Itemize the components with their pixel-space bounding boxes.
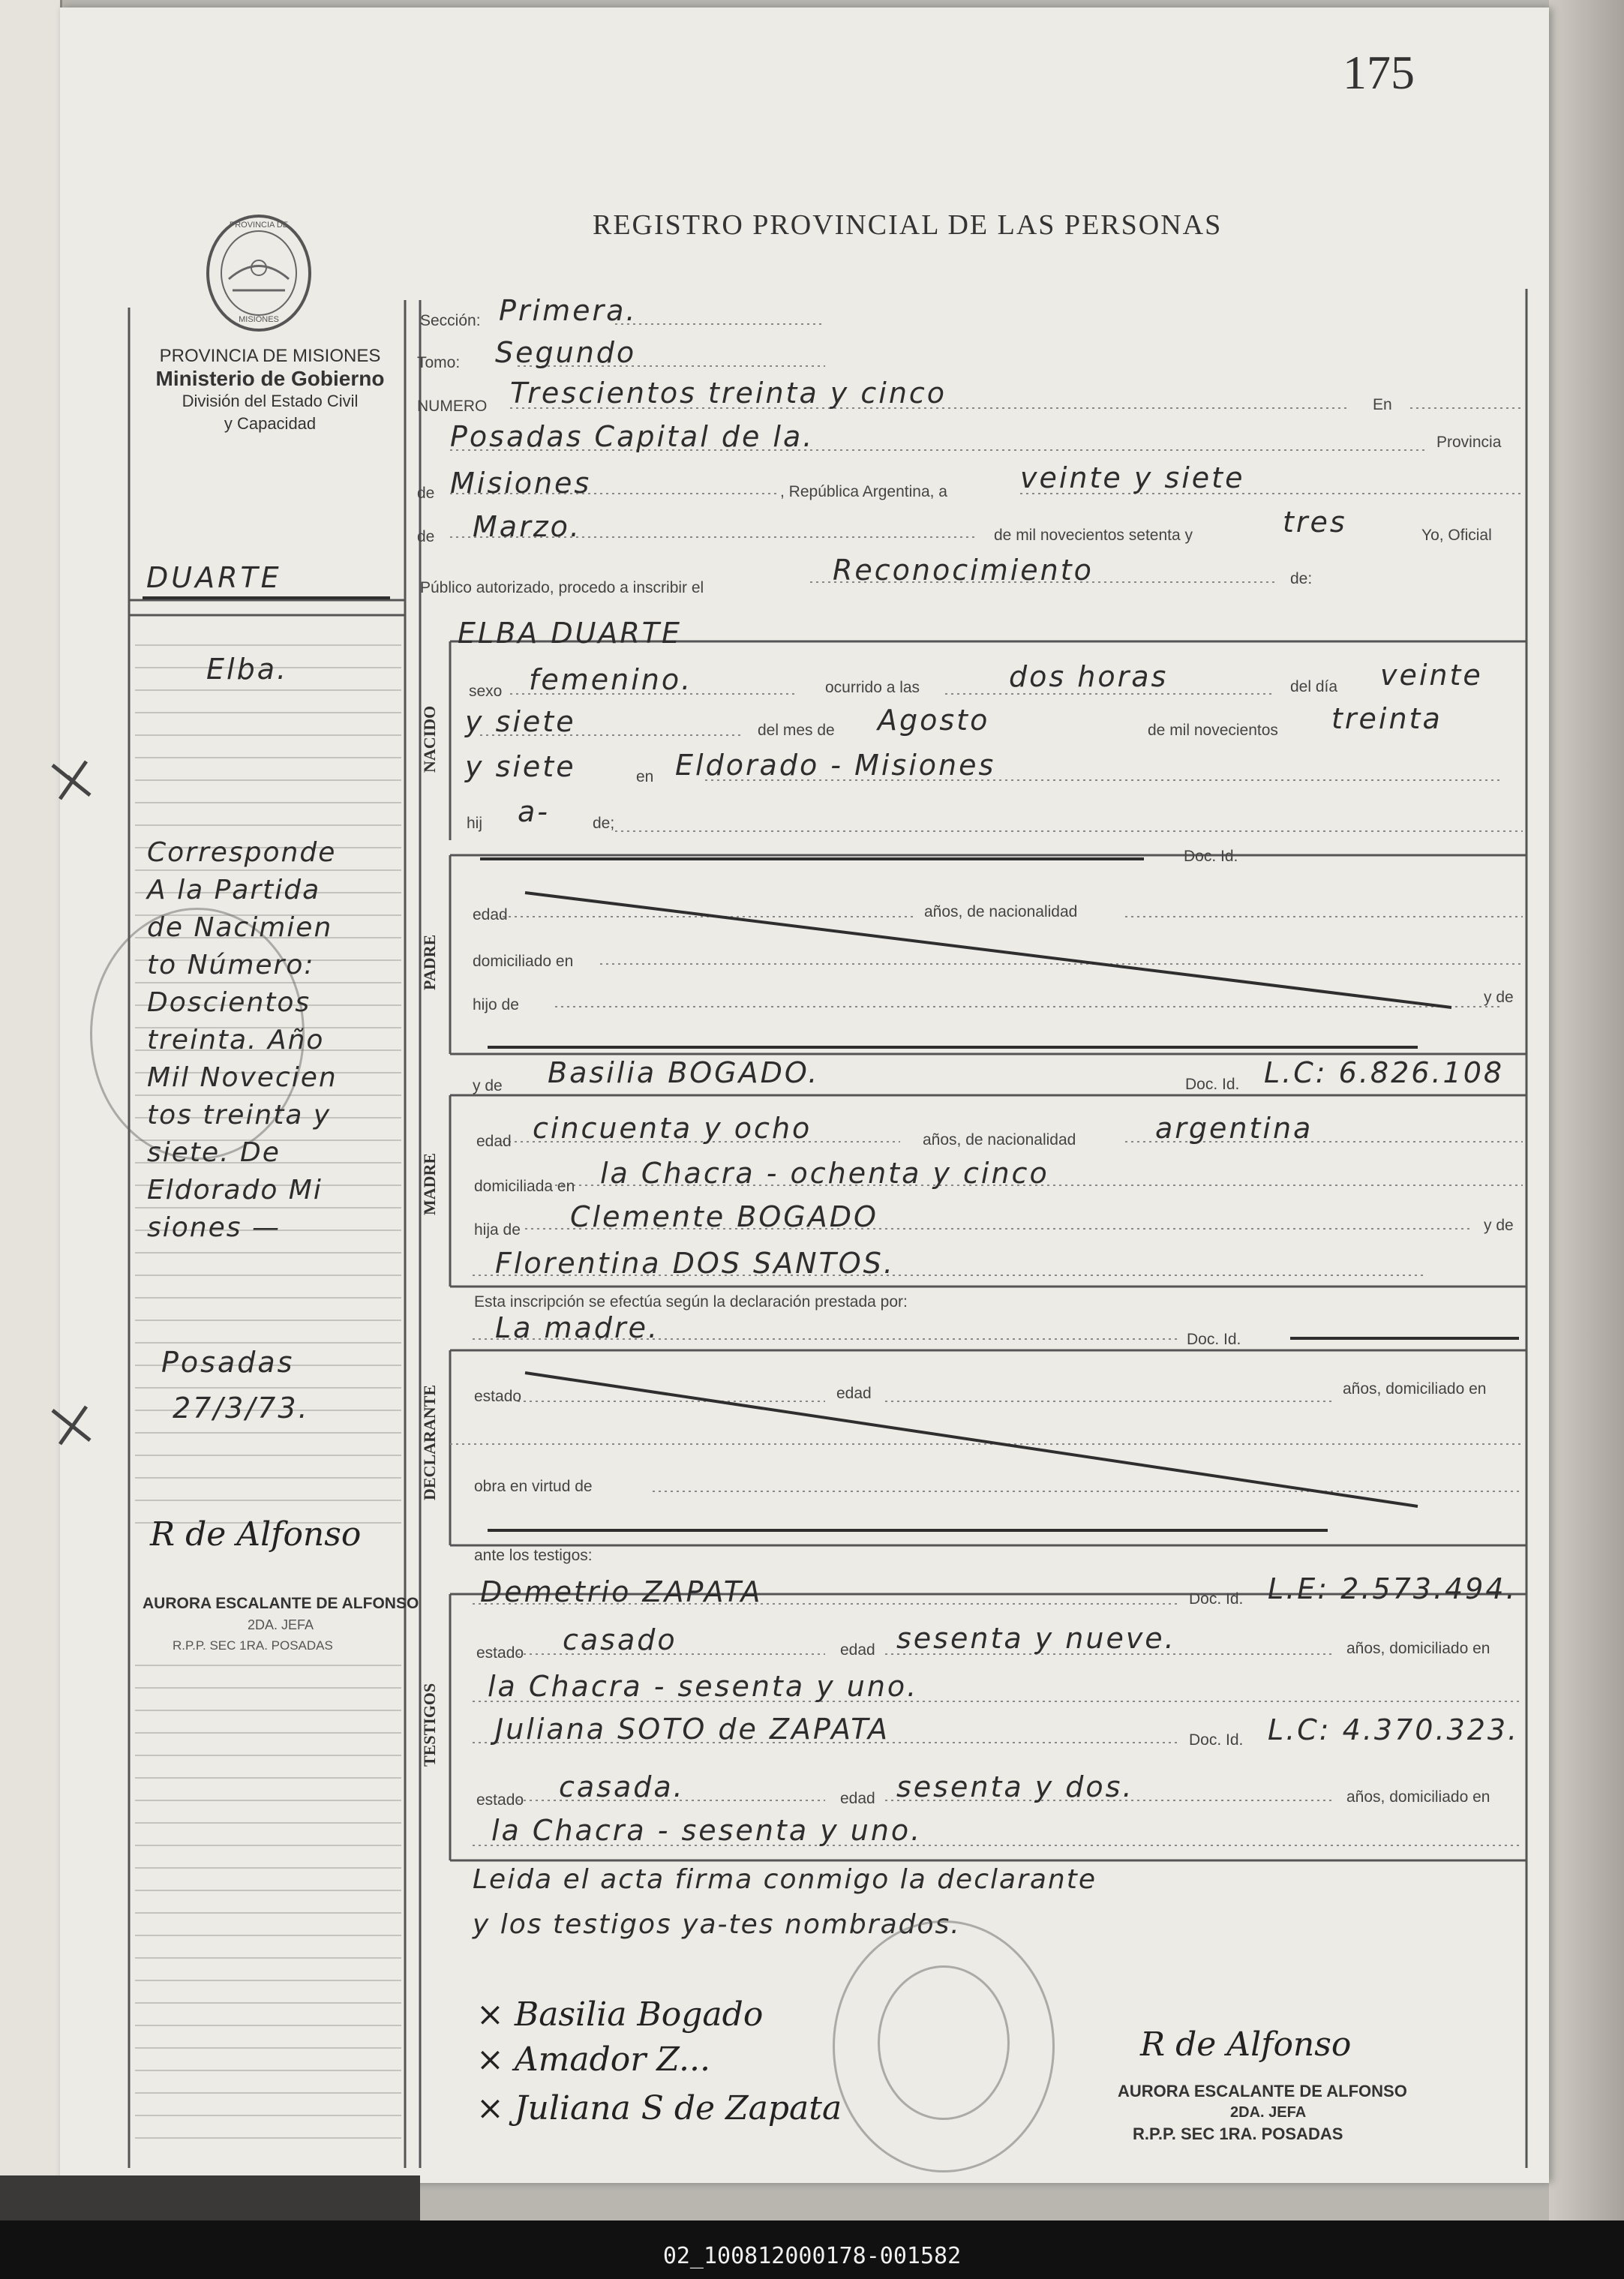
testigo1-docid-label: Doc. Id. (1189, 1590, 1244, 1608)
ministry-line-3: División del Estado Civil (182, 392, 359, 410)
signature-testigo-1: × Amador Z... (476, 2040, 711, 2079)
lugar-nacido-value: Eldorado - Misiones (675, 749, 996, 782)
anio-value: tres (1283, 506, 1347, 539)
mes-value: Marzo. (473, 510, 581, 543)
testigo2-estado-value: casada. (559, 1770, 685, 1803)
madre-domicilio-value: la Chacra - ochenta y cinco (600, 1157, 1049, 1190)
seccion-label: Sección: (420, 312, 481, 329)
margin-date: 27/3/73. (173, 1392, 310, 1425)
testigo2-estado-label: estado (476, 1791, 524, 1809)
closing-line-1: Leida el acta firma conmigo la declarante (473, 1864, 1097, 1895)
madre-madre-value: Florentina DOS SANTOS. (495, 1247, 895, 1280)
padre-domic-label: domiciliado en (473, 953, 574, 970)
margin-note-line: Mil Novecien (147, 1062, 338, 1093)
official-office: R.P.P. SEC 1RA. POSADAS (1133, 2124, 1343, 2143)
mil-label: de mil novecientos (1148, 722, 1278, 739)
padre-hijo-label: hijo de (473, 996, 519, 1013)
official-name: AURORA ESCALANTE DE ALFONSO (1118, 2082, 1407, 2100)
margin-note-line: Corresponde (147, 837, 337, 868)
testigo2-domicilio-value: la Chacra - sesenta y uno. (491, 1814, 923, 1847)
testigo1-anios-label: años, domiciliado en (1346, 1640, 1490, 1657)
anio2-nacido-value: y siete (465, 750, 576, 783)
madre-nacionalidad-value: argentina (1155, 1112, 1313, 1145)
testigo1-doc-value: L.E: 2.573.494. (1268, 1572, 1517, 1605)
hora-value: dos horas (1009, 660, 1169, 693)
ministry-line-2: Ministerio de Gobierno (155, 367, 385, 390)
testigo2-docid-label: Doc. Id. (1189, 1731, 1244, 1749)
madre-domic-label: domiciliada en (474, 1178, 575, 1195)
testigo2-doc-value: L.C: 4.370.323. (1268, 1713, 1520, 1746)
testigo1-estado-value: casado (563, 1623, 677, 1656)
section-nacido: NACIDO (420, 705, 439, 773)
padre-docid-label: Doc. Id. (1184, 848, 1238, 865)
sexo-value: femenino. (529, 663, 693, 696)
margin-signature: R de Alfonso (150, 1515, 362, 1554)
dia2-nacido-value: y siete (465, 705, 576, 738)
footer-id: 02_100812000178-001582 (662, 2243, 962, 2269)
section-testigos: TESTIGOS (420, 1683, 439, 1767)
de-nacido-label: de; (593, 815, 615, 832)
section-madre: MADRE (420, 1152, 439, 1215)
margin-note-line: tos treinta y (147, 1100, 332, 1130)
testigo2-anios-label: años, domiciliado en (1346, 1788, 1490, 1806)
margin-note-line: treinta. Año (147, 1025, 325, 1055)
official-signature: R de Alfonso (1140, 2025, 1352, 2064)
numero-label: NUMERO (417, 398, 488, 415)
margin-note-line: de Nacimien (147, 912, 333, 943)
en-nacido-label: en (636, 768, 654, 785)
ministry-line-4: y Capacidad (224, 414, 317, 433)
madre-edad-value: cincuenta y ocho (533, 1112, 812, 1145)
anio-nacido-value: treinta (1331, 702, 1442, 735)
mes-nacido-value: Agosto (878, 704, 990, 737)
testigo1-edad-value: sesenta y nueve. (896, 1622, 1176, 1655)
testigo1-domicilio-value: la Chacra - sesenta y uno. (488, 1670, 919, 1703)
declarante-nombre-value: La madre. (495, 1311, 660, 1344)
madre-docid-label: Doc. Id. (1185, 1076, 1240, 1093)
tipo-value: Reconocimiento (833, 554, 1094, 587)
margin-note-line: A la Partida (147, 875, 321, 905)
margin-note-line: siete. De (147, 1137, 281, 1168)
hij-label: hij (467, 815, 483, 832)
margin-note-line: Eldorado Mi (147, 1175, 323, 1206)
madre-doc-value: L.C: 6.826.108 (1264, 1056, 1505, 1089)
ciudad-value: Posadas Capital de la. (450, 420, 815, 453)
signature-testigo-2: × Juliana S de Zapata (476, 2089, 842, 2127)
section-declarante: DECLARANTE (420, 1384, 439, 1500)
tomo-value: Segundo (495, 336, 637, 369)
madre-anios-label: años, de nacionalidad (923, 1131, 1076, 1149)
margin-note-line: siones — (147, 1212, 281, 1243)
signature-madre: × Basilia Bogado (476, 1995, 764, 2034)
madre-nombre-value: Basilia BOGADO. (548, 1056, 820, 1089)
ministry-line-1: PROVINCIA DE MISIONES (159, 346, 381, 366)
declarante-estado-label: estado (474, 1388, 522, 1405)
declarante-docid-label: Doc. Id. (1187, 1331, 1241, 1348)
margin-note-line: Doscientos (147, 987, 311, 1018)
anio-label: de mil novecientos setenta y (994, 527, 1193, 544)
de-label-2: de (417, 528, 435, 545)
provincia-label: Provincia (1436, 434, 1502, 451)
margin-place: Posadas (161, 1346, 295, 1379)
official-seal-stamp-inner (878, 1965, 1010, 2120)
testigo1-estado-label: estado (476, 1644, 524, 1662)
dia-value: veinte y siete (1020, 461, 1245, 494)
declarante-intro: Esta inscripción se efectúa según la declaración prestada por: (474, 1293, 908, 1311)
madre-hija-label: hija de (474, 1221, 521, 1239)
declarante-obra-label: obra en virtud de (474, 1478, 593, 1495)
publico-label: Público autorizado, procedo a inscribir el (420, 579, 704, 596)
seal-text-bottom: MISIONES (239, 315, 279, 324)
margin-given-name: Elba. (206, 653, 289, 686)
section-padre: PADRE (420, 934, 439, 990)
madre-yde2-label: y de (1484, 1217, 1514, 1234)
padre-yde-label: y de (1484, 989, 1514, 1006)
de-label: de (417, 485, 435, 502)
del-mes-label: del mes de (758, 722, 835, 739)
closing-line-2: y los testigos ya-tes nombrados. (473, 1909, 961, 1940)
testigo1-edad-label: edad (840, 1641, 875, 1659)
declarante-edad-label: edad (836, 1385, 872, 1402)
hij-value: a- (518, 795, 550, 828)
testigo2-edad-value: sesenta y dos. (896, 1770, 1134, 1803)
en-label: En (1373, 396, 1392, 413)
margin-note-line: to Número: (147, 950, 315, 980)
madre-padre-value: Clemente BOGADO (570, 1200, 878, 1233)
madre-edad-label: edad (476, 1133, 512, 1150)
republica-label: , República Argentina, a (780, 483, 947, 500)
testigo2-nombre-value: Juliana SOTO de ZAPATA (495, 1713, 890, 1746)
margin-stamp-title: 2DA. JEFA (248, 1617, 314, 1632)
tomo-label: Tomo: (417, 354, 461, 371)
ocurrido-label: ocurrido a las (825, 679, 920, 696)
padre-edad-label: edad (473, 906, 508, 923)
numero-value: Trescientos treinta y cinco (510, 377, 947, 410)
declarante-anios-label: años, domiciliado en (1343, 1380, 1487, 1398)
testigo1-nombre-value: Demetrio ZAPATA (480, 1575, 763, 1608)
sexo-label: sexo (469, 683, 503, 700)
margin-surname: DUARTE (146, 561, 282, 594)
testigos-intro: ante los testigos: (474, 1547, 593, 1564)
del-dia-label: del día (1290, 678, 1338, 695)
seal-text-top: PROVINCIA DE (229, 221, 289, 230)
page-heading: REGISTRO PROVINCIAL DE LAS PERSONAS (593, 209, 1223, 241)
de-colon-label: de: (1290, 570, 1313, 587)
margin-stamp-name: AURORA ESCALANTE DE ALFONSO (143, 1595, 419, 1612)
seccion-value: Primera. (499, 294, 638, 327)
dia-nacido-value: veinte (1380, 659, 1483, 692)
madre-yde-label: y de (473, 1077, 503, 1094)
nombre-value: ELBA DUARTE (458, 617, 683, 650)
padre-anios-label: años, de nacionalidad (924, 903, 1078, 920)
official-title: 2DA. JEFA (1230, 2104, 1307, 2121)
margin-note (147, 834, 338, 1247)
yo-oficial-label: Yo, Oficial (1421, 527, 1492, 544)
margin-stamp-office: R.P.P. SEC 1RA. POSADAS (173, 1638, 333, 1653)
testigo2-edad-label: edad (840, 1790, 875, 1807)
provincia-value: Misiones (450, 467, 592, 500)
page-number: 175 (1343, 46, 1415, 99)
